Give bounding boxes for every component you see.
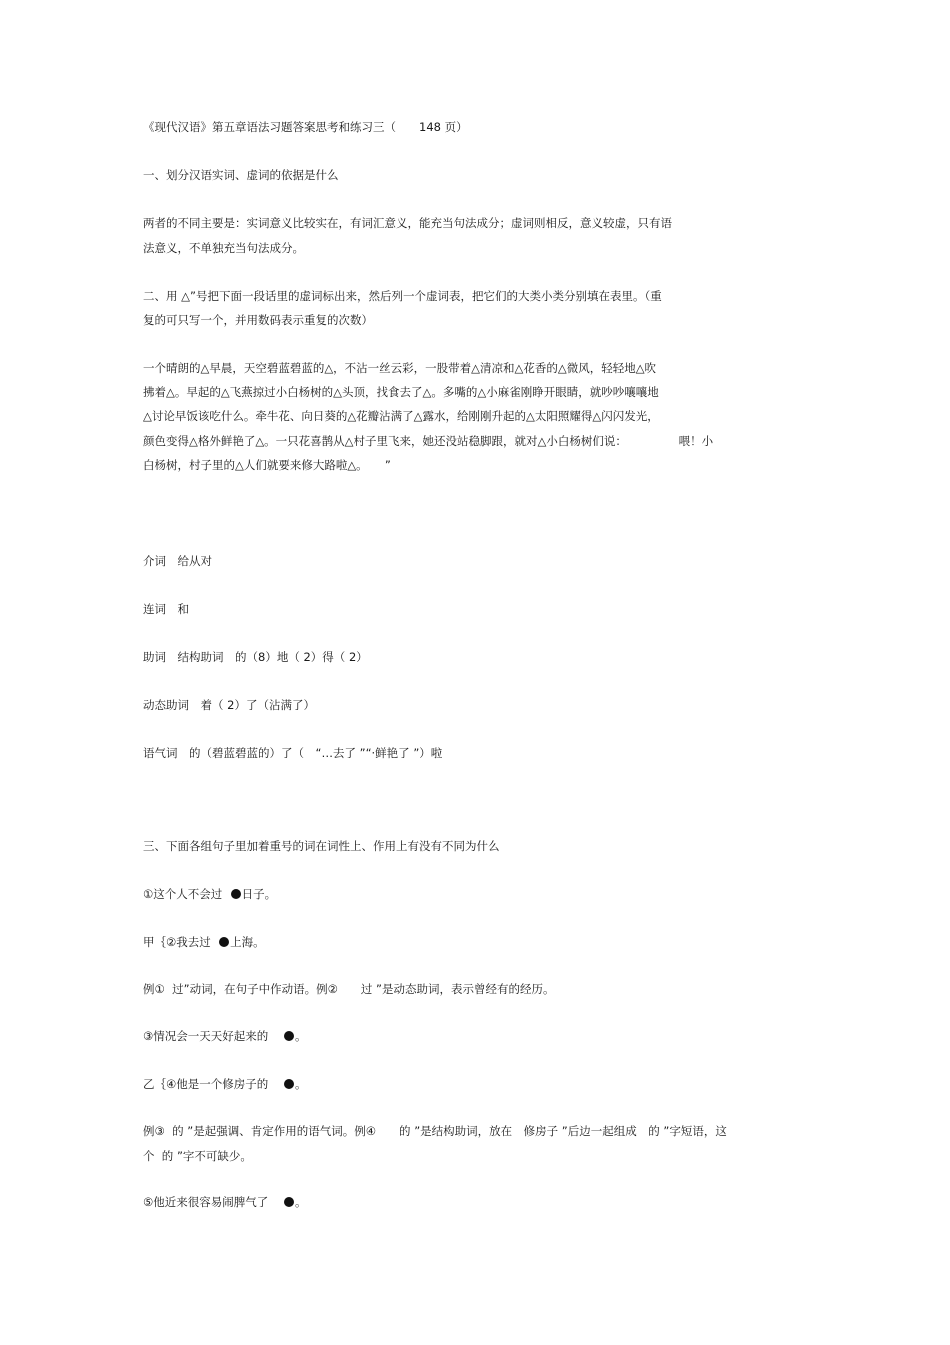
passage-line: △讨论早饭该吃什么。牵牛花、向日葵的△花瓣沾满了△露水，给刚刚升起的△太阳照耀得△闪闪发光，: [143, 409, 659, 423]
emphasis-dot-icon: [284, 1031, 294, 1041]
table-row-modal-particles: 语气词 的（碧蓝碧蓝的）了（ “…去了 ”“·鲜艳了 ”）啦: [143, 746, 443, 760]
q2-heading-line: 二、用 △”号把下面一段话里的虚词标出来，然后列一个虚词表，把它们的大类小类分别填在表里。（重: [143, 289, 662, 303]
sentence-text: 上海。: [230, 935, 265, 949]
q1-heading: 一、划分汉语实词、虚词的依据是什么: [143, 168, 339, 182]
table-row-structural-particles: 助词 结构助词 的（8）地（ 2）得（ 2）: [143, 650, 368, 664]
q1-answer-line: 法意义，不单独充当句法成分。: [143, 241, 304, 255]
sentence-text: 。: [294, 1195, 307, 1209]
passage-line: 颜色变得△格外鲜艳了△。一只花喜鹊从△村子里飞来，她还没站稳脚跟，就对△小白杨树们说： 喂！小: [143, 434, 714, 448]
sentence-text: 日子。: [241, 887, 277, 901]
sentence-text: ①这个人不会过: [143, 887, 223, 901]
explanation-1: 例① 过”动词，在句子中作动语。例② 过 ”是动态助词，表示曾经有的经历。: [143, 982, 555, 996]
sentence-3: [143, 1028, 306, 1044]
table-row-conjunctions: 连词 和: [143, 602, 189, 616]
q3-heading: 三、下面各组句子里加着重号的词在词性上、作用上有没有不同为什么: [143, 839, 500, 853]
explanation-2-line: 个 的 ”字不可缺少。: [143, 1149, 252, 1163]
passage-line: 拂着△。早起的△飞燕掠过小白杨树的△头顶，找食去了△。多嘴的△小麻雀刚睁开眼睛，就吵吵嚷嚷地: [143, 385, 659, 399]
sentence-text: ③情况会一天天好起来的: [143, 1029, 269, 1043]
explanation-2-line: 例③ 的 ”是起强调、肯定作用的语气词。例④ 的 ”是结构助词，放在 修房子 ”后边一起组成 的 ”字短语，这: [143, 1124, 727, 1138]
sentence-1: [143, 886, 276, 902]
table-row-prepositions: 介词 给从对: [143, 554, 212, 568]
passage-line: 一个晴朗的△早晨，天空碧蓝碧蓝的△，不沾一丝云彩，一股带着△清凉和△花香的△微风，轻轻地△吹: [143, 361, 657, 375]
emphasis-dot-icon: [284, 1197, 294, 1207]
table-row-aspect-particles: 动态助词 着（ 2）了（沾满了）: [143, 698, 315, 712]
sentence-text: 甲｛②我去过: [143, 935, 211, 949]
sentence-5: [143, 1194, 306, 1210]
q1-answer-line: 两者的不同主要是：实词意义比较实在，有词汇意义，能充当句法成分；虚词则相反，意义较虚，只有语: [143, 216, 672, 230]
q2-heading-line: 复的可只写一个，并用数码表示重复的次数）: [143, 313, 373, 327]
sentence-text: 乙｛④他是一个修房子的: [143, 1077, 269, 1091]
sentence-text: 。: [294, 1077, 307, 1091]
sentence-text: 。: [294, 1029, 307, 1043]
emphasis-dot-icon: [219, 937, 229, 947]
sentence-text: ⑤他近来很容易闹脾气了: [143, 1195, 269, 1209]
doc-title: 《现代汉语》第五章语法习题答案思考和练习三（ 148 页）: [143, 120, 468, 134]
passage-line: 白杨树，村子里的△人们就要来修大路啦△。 ”: [143, 458, 391, 472]
sentence-2: [143, 934, 265, 950]
emphasis-dot-icon: [231, 889, 241, 899]
sentence-4: [143, 1076, 306, 1092]
emphasis-dot-icon: [284, 1079, 294, 1089]
